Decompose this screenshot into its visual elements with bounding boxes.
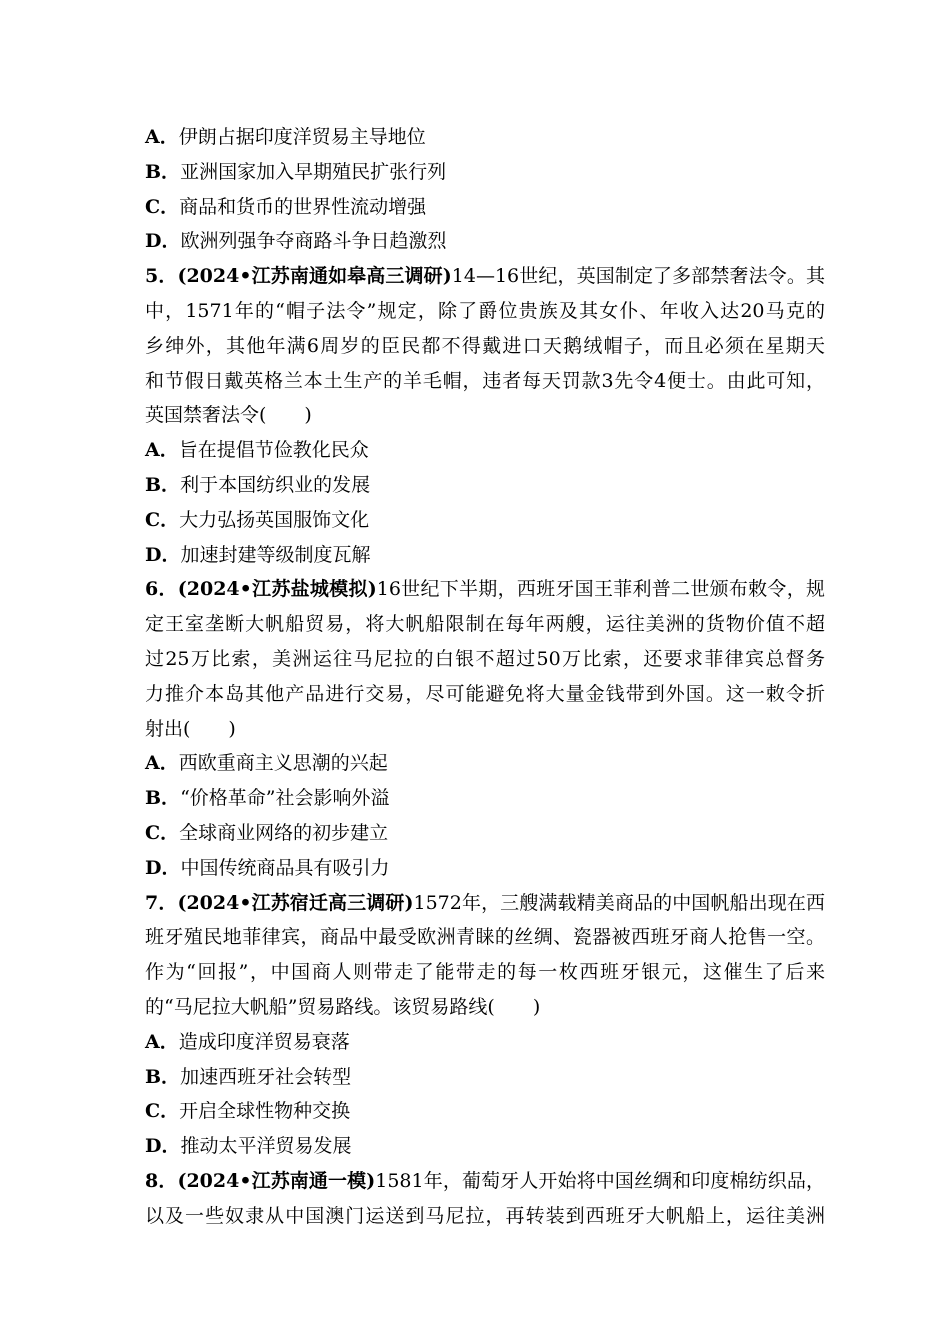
- q5-option-c[interactable]: [145, 503, 825, 538]
- option-text: 开启全球性物种交换: [179, 1100, 351, 1123]
- option-letter: C．: [145, 195, 180, 218]
- stem-text: 1572年，三艘满载精美商品的中国帆船出现在西: [413, 891, 825, 914]
- q8-stem-line-2: 以及一些奴隶从中国澳门运送到马尼拉，再转装到西班牙大帆船上，运往美洲: [145, 1204, 825, 1227]
- q6-stem-line-5: 射出( ): [145, 717, 236, 740]
- option-letter: B．: [145, 787, 181, 810]
- q7-stem-line-4: 的“马尼拉大帆船”贸易路线。该贸易路线( ): [145, 995, 541, 1018]
- option-letter: A．: [145, 126, 179, 148]
- option-letter: A．: [145, 1030, 179, 1053]
- option-text: 加速封建等级制度瓦解: [180, 543, 371, 566]
- q4-option-a[interactable]: [145, 120, 825, 155]
- option-text: 商品和货币的世界性流动增强: [179, 195, 427, 218]
- option-letter: D．: [145, 230, 181, 253]
- q4-option-d[interactable]: [145, 224, 825, 259]
- q8-stem-line-1: [145, 1164, 825, 1199]
- option-letter: C．: [145, 508, 180, 531]
- q4-option-b[interactable]: [145, 155, 825, 190]
- option-text: 旨在提倡节俭教化民众: [178, 439, 369, 462]
- option-letter: B．: [145, 1065, 181, 1088]
- q7-option-a[interactable]: [145, 1025, 825, 1060]
- option-letter: D．: [145, 1135, 181, 1158]
- option-text: 加速西班牙社会转型: [180, 1065, 352, 1088]
- q7-option-c[interactable]: [145, 1094, 825, 1129]
- option-text: 推动太平洋贸易发展: [180, 1135, 352, 1158]
- q5-option-d[interactable]: [145, 538, 825, 573]
- q4-option-c[interactable]: [145, 190, 825, 225]
- question-source: (2024•江苏南通一模): [177, 1169, 376, 1192]
- q6-option-d[interactable]: [145, 851, 825, 886]
- option-text: 造成印度洋贸易衰落: [178, 1030, 350, 1053]
- option-letter: D．: [145, 856, 181, 879]
- stem-text: 1581年，葡萄牙人开始将中国丝绸和印度棉纺织品，: [375, 1169, 825, 1192]
- option-text: 欧洲列强争夺商路斗争日趋激烈: [180, 230, 447, 253]
- q5-stem-line-1: [145, 259, 825, 294]
- q6-option-b[interactable]: [145, 781, 825, 816]
- option-letter: C．: [145, 1100, 180, 1123]
- option-text: 中国传统商品具有吸引力: [180, 856, 390, 879]
- q5-stem-line-4: 和节假日戴英格兰本土生产的羊毛帽，违者每天罚款3先令4便士。由此可知，: [145, 369, 825, 392]
- option-text: 利于本国纺织业的发展: [180, 473, 371, 496]
- option-text: “价格革命”社会影响外溢: [180, 787, 390, 810]
- option-letter: B．: [145, 160, 181, 183]
- question-number: 8．: [145, 1169, 178, 1192]
- question-number: 5．: [145, 265, 178, 288]
- option-text: 亚洲国家加入早期殖民扩张行列: [180, 160, 447, 183]
- q5-option-a[interactable]: [145, 433, 825, 468]
- q5-stem-line-3: 乡绅外，其他年满6周岁的臣民都不得戴进口天鹅绒帽子，而且必须在星期天: [145, 334, 825, 357]
- q7-option-b[interactable]: [145, 1060, 825, 1095]
- option-text: 伊朗占据印度洋贸易主导地位: [178, 126, 426, 148]
- question-source: (2024•江苏南通如皋高三调研): [177, 265, 452, 288]
- option-text: 大力弘扬英国服饰文化: [179, 508, 370, 531]
- stem-text: 16世纪下半期，西班牙国王菲利普二世颁布敕令，规: [376, 578, 825, 601]
- question-source: (2024•江苏宿迁高三调研): [177, 891, 414, 914]
- question-source: (2024•江苏盐城模拟): [177, 578, 377, 601]
- q6-stem-line-1: [145, 572, 825, 607]
- q5-option-b[interactable]: [145, 468, 825, 503]
- q6-stem-line-2: 定王室垄断大帆船贸易，将大帆船限制在每年两艘，运往美洲的货物价值不超: [145, 613, 825, 636]
- option-letter: B．: [145, 473, 181, 496]
- option-text: 西欧重商主义思潮的兴起: [178, 752, 388, 775]
- q6-stem-line-3: 过25万比索，美洲运往马尼拉的白银不超过50万比索，还要求菲律宾总督务: [145, 647, 825, 670]
- option-letter: D．: [145, 543, 181, 566]
- option-text: 全球商业网络的初步建立: [179, 821, 389, 844]
- question-number: 7．: [145, 891, 178, 914]
- q6-option-a[interactable]: [145, 746, 825, 781]
- q5-stem-line-2: 中，1571年的“帽子法令”规定，除了爵位贵族及其女仆、年收入达20马克的: [145, 299, 825, 322]
- option-letter: A．: [145, 752, 179, 775]
- q7-stem-line-1: [145, 886, 825, 921]
- question-number: 6．: [145, 578, 178, 601]
- q7-stem-line-2: 班牙殖民地菲律宾，商品中最受欧洲青睐的丝绸、瓷器被西班牙商人抢售一空。: [145, 926, 825, 949]
- q7-stem-line-3: 作为“回报”，中国商人则带走了能带走的每一枚西班牙银元，这催生了后来: [145, 961, 825, 984]
- option-letter: C．: [145, 821, 180, 844]
- stem-text: 14—16世纪，英国制定了多部禁奢法令。其: [451, 265, 825, 288]
- q6-stem-line-4: 力推介本岛其他产品进行交易，尽可能避免将大量金钱带到外国。这一敕令折: [145, 682, 825, 705]
- option-letter: A．: [145, 439, 179, 462]
- q5-stem-line-5: 英国禁奢法令( ): [145, 404, 312, 427]
- q7-option-d[interactable]: [145, 1129, 825, 1164]
- document-page: [145, 120, 825, 1234]
- q6-option-c[interactable]: [145, 816, 825, 851]
